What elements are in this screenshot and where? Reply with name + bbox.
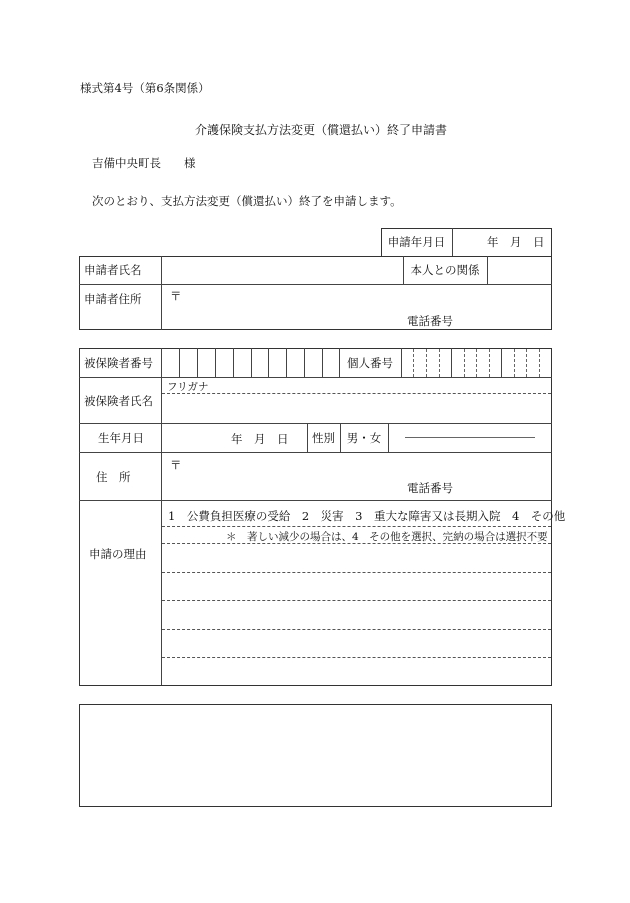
- office-use-box: [79, 704, 552, 807]
- personal-number-label: 個人番号: [347, 355, 393, 370]
- insured-name-field[interactable]: [162, 394, 551, 422]
- furigana-label: フリガナ: [167, 381, 209, 393]
- reason-label: 申請の理由: [89, 547, 147, 561]
- birthdate-label: 生年月日: [98, 431, 144, 445]
- insured-number-field[interactable]: [162, 349, 339, 376]
- applicant-name-label: 申請者氏名: [84, 263, 142, 277]
- postal-mark: 〒: [170, 289, 182, 303]
- application-date-label: 申請年月日: [387, 235, 446, 249]
- form-number: 様式第4号（第6条関係）: [80, 81, 210, 95]
- gender-options[interactable]: 男・女: [346, 430, 382, 445]
- birthdate-field[interactable]: [162, 424, 307, 451]
- applicant-phone-label: 電話番号: [407, 314, 453, 328]
- birthdate-units: 年 月 日: [231, 432, 289, 446]
- applicant-address-field[interactable]: [162, 285, 551, 329]
- reason-text-area[interactable]: [162, 544, 551, 685]
- personal-number-field[interactable]: [402, 349, 551, 376]
- gender-blank-line: [405, 437, 535, 438]
- application-date-units: 年 月 日: [487, 235, 545, 249]
- form-title: 介護保険支払方法変更（償還払い）終了申請書: [195, 123, 448, 137]
- intro-text: 次のとおり、支払方法変更（償還払い）終了を申請します。: [92, 194, 402, 208]
- insured-postal-mark: 〒: [170, 458, 182, 472]
- application-date-field[interactable]: [453, 229, 551, 255]
- insured-number-label: 被保険者番号: [84, 355, 153, 370]
- addressee: 吉備中央町長 様: [92, 156, 196, 170]
- reason-options: 1 公費負担医療の受給 2 災害 3 重大な障害又は長期入院 4 その他: [168, 509, 566, 523]
- gender-label: 性別: [312, 430, 335, 445]
- insured-address-field[interactable]: [162, 453, 551, 499]
- relation-label: 本人との関係: [410, 263, 480, 277]
- insured-name-label: 被保険者氏名: [84, 393, 153, 408]
- reason-note: ＊ 著しい減少の場合は、4 その他を選択、完納の場合は選択不要: [226, 531, 548, 543]
- applicant-name-field[interactable]: [162, 257, 402, 283]
- insured-phone-label: 電話番号: [407, 481, 453, 495]
- insured-address-label: 住 所: [96, 469, 131, 484]
- applicant-address-label: 申請者住所: [84, 292, 142, 306]
- relation-field[interactable]: [488, 257, 551, 283]
